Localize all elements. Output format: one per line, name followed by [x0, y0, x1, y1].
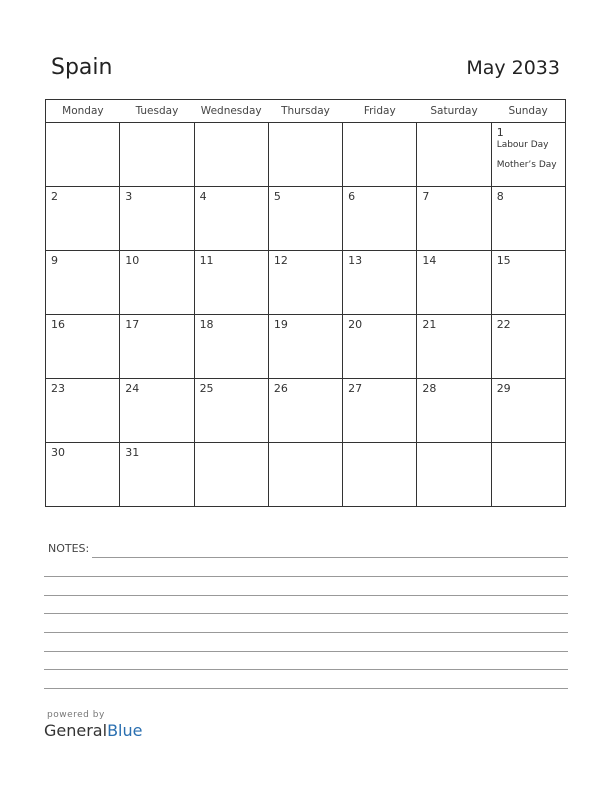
day-number: 16 [51, 318, 65, 331]
week-row [46, 315, 566, 379]
day-cell [120, 187, 194, 251]
day-cell [194, 379, 268, 443]
day-cell [491, 187, 565, 251]
day-cell [268, 187, 342, 251]
powered-by-text: powered by [47, 710, 105, 720]
day-number: 9 [51, 254, 58, 267]
weekday-saturday: Saturday [417, 100, 491, 123]
day-cell [268, 443, 342, 507]
day-number: 25 [199, 382, 214, 395]
weekday-header-row [46, 100, 566, 123]
country-title: Spain [51, 55, 113, 80]
weekday-monday: Monday [46, 100, 120, 123]
day-cell [343, 315, 417, 379]
day-number: 8 [496, 190, 504, 203]
week-row [46, 187, 566, 251]
day-number: 1 [496, 126, 504, 139]
day-number: 5 [273, 190, 281, 203]
day-number: 11 [199, 254, 214, 267]
day-number: 29 [496, 382, 511, 395]
day-cell [343, 443, 417, 507]
day-number: 18 [199, 318, 214, 331]
notes-label: NOTES: [48, 542, 90, 555]
week-row [46, 251, 566, 315]
day-cell [194, 123, 268, 187]
day-cell [268, 379, 342, 443]
day-cell [120, 443, 194, 507]
day-number: 6 [348, 190, 356, 203]
day-cell [417, 251, 491, 315]
day-number: 20 [348, 318, 363, 331]
day-cell [417, 379, 491, 443]
weekday-thursday: Thursday [268, 100, 342, 123]
day-cell [491, 315, 565, 379]
day-cell [268, 251, 342, 315]
day-cell [46, 187, 120, 251]
day-cell [491, 251, 565, 315]
day-cell [417, 315, 491, 379]
day-cell [417, 123, 491, 187]
week-row [46, 443, 566, 507]
day-cell [491, 379, 565, 443]
day-cell [120, 123, 194, 187]
notes-line [44, 651, 568, 652]
day-number: 21 [422, 318, 437, 331]
notes-line [44, 576, 568, 577]
brand-general: General [44, 721, 108, 740]
day-number: 7 [422, 190, 430, 203]
brand-blue: Blue [107, 721, 143, 740]
day-cell [343, 251, 417, 315]
day-number: 19 [273, 318, 288, 331]
day-number: 13 [348, 254, 363, 267]
day-cell [343, 187, 417, 251]
day-number: 24 [125, 382, 140, 395]
day-number: 26 [273, 382, 288, 395]
notes-line [44, 688, 568, 689]
day-number: 10 [125, 254, 140, 267]
day-cell [194, 187, 268, 251]
day-number: 14 [422, 254, 437, 267]
notes-line [44, 595, 568, 596]
day-number: 3 [125, 190, 133, 203]
day-cell [268, 315, 342, 379]
brand-logo [44, 721, 142, 740]
day-cell [417, 187, 491, 251]
notes-line [44, 632, 568, 633]
day-cell [194, 315, 268, 379]
day-cell [417, 443, 491, 507]
day-number: 30 [51, 446, 65, 459]
day-number: 23 [51, 382, 65, 395]
notes-line [44, 613, 568, 614]
day-cell [343, 123, 417, 187]
month-year-title: May 2033 [466, 57, 560, 79]
day-number: 27 [348, 382, 363, 395]
day-number: 22 [496, 318, 511, 331]
day-number: 4 [199, 190, 207, 203]
notes-line [92, 557, 568, 558]
day-cell [268, 123, 342, 187]
day-cell [491, 123, 565, 187]
holiday-labour-day: Labour Day [496, 140, 549, 150]
day-cell [343, 379, 417, 443]
day-cell [194, 251, 268, 315]
day-number: 17 [125, 318, 140, 331]
day-cell [194, 443, 268, 507]
day-cell [46, 251, 120, 315]
day-cell [491, 443, 565, 507]
week-row [46, 123, 566, 187]
weekday-tuesday: Tuesday [120, 100, 194, 123]
weekday-sunday: Sunday [491, 100, 565, 123]
day-cell [46, 443, 120, 507]
day-number: 31 [125, 446, 140, 459]
week-row [46, 379, 566, 443]
notes-line [44, 669, 568, 670]
calendar-grid [45, 99, 566, 507]
weekday-friday: Friday [343, 100, 417, 123]
day-number: 15 [496, 254, 511, 267]
day-number: 12 [273, 254, 288, 267]
day-cell [120, 251, 194, 315]
day-number: 2 [51, 190, 58, 203]
day-cell [46, 379, 120, 443]
weekday-wednesday: Wednesday [194, 100, 268, 123]
day-cell [46, 315, 120, 379]
day-cell [120, 315, 194, 379]
day-cell [46, 123, 120, 187]
day-cell [120, 379, 194, 443]
day-number: 28 [422, 382, 437, 395]
holiday-mothers-day: Mother’s Day [496, 160, 557, 170]
